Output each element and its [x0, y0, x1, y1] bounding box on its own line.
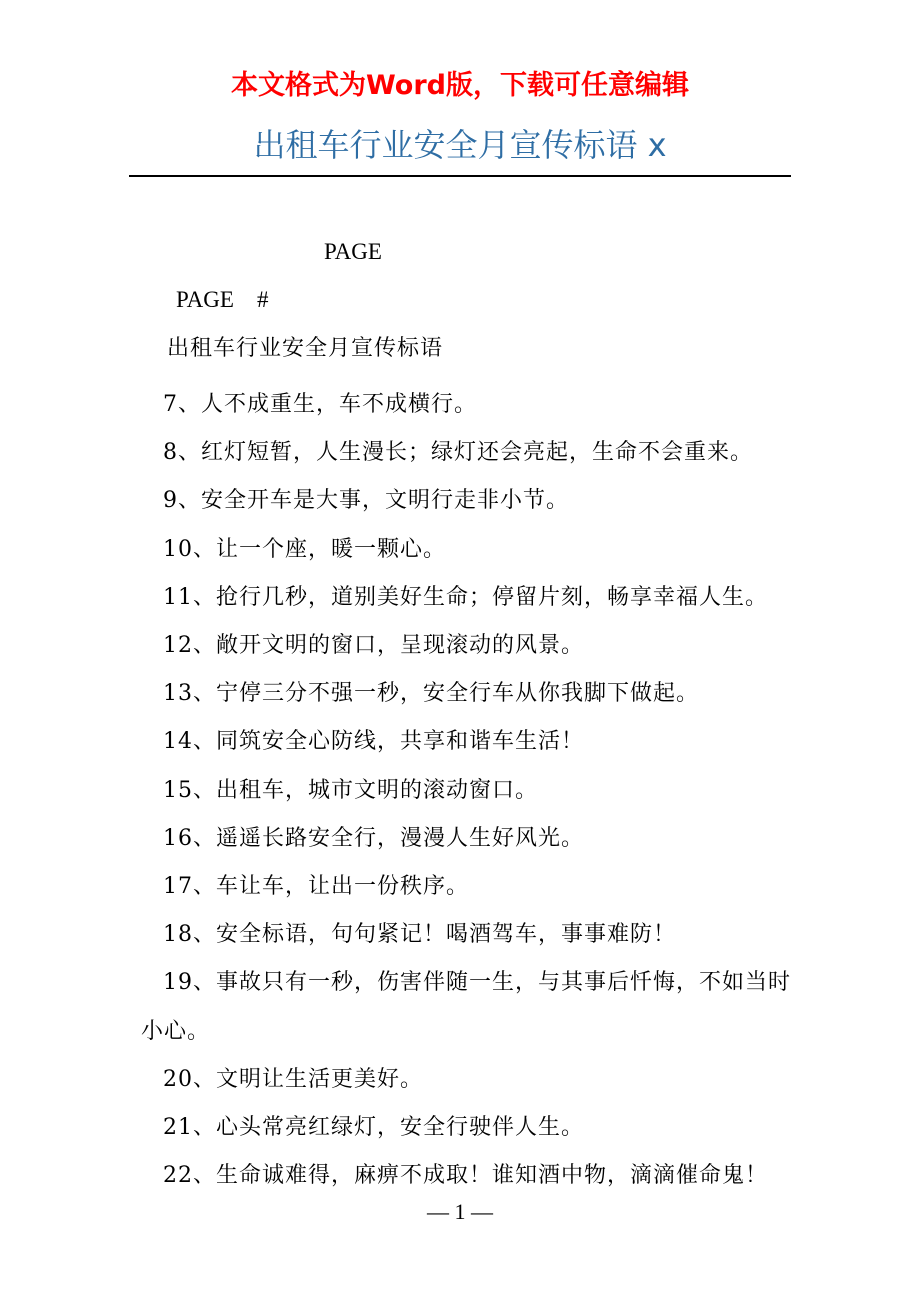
- section-heading: 出租车行业安全月宣传标语: [167, 336, 444, 361]
- slogan-item: 22、生命诚难得，麻痹不成取！谁知酒中物，滴滴催命鬼！: [163, 1163, 768, 1189]
- slogan-item: 15、出租车，城市文明的滚动窗口。: [163, 777, 538, 803]
- slogan-item: 14、同筑安全心防线，共享和谐车生活！: [163, 729, 584, 755]
- page-field-placeholder: PAGE #: [176, 287, 269, 312]
- slogan-item: 11、抢行几秒，道别美好生命；停留片刻，畅享幸福人生。: [163, 584, 768, 610]
- slogan-item: 21、心头常亮红绿灯，安全行驶伴人生。: [163, 1115, 584, 1141]
- document-title: 出租车行业安全月宣传标语 x: [253, 126, 667, 164]
- page-field-code: PAGE: [324, 239, 382, 264]
- slogan-item: 8、红灯短暂，人生漫长；绿灯还会亮起，生命不会重来。: [163, 440, 753, 466]
- slogan-item: 17、车让车，让出一份秩序。: [163, 874, 469, 900]
- slogan-item: 10、让一个座，暖一颗心。: [163, 536, 446, 562]
- slogan-item: 12、敞开文明的窗口，呈现滚动的风景。: [163, 633, 584, 659]
- slogan-list: [141, 381, 801, 1200]
- slogan-item: 18、安全标语，句句紧记！喝酒驾车，事事难防！: [163, 922, 676, 948]
- format-notice-banner: 本文格式为Word版，下载可任意编辑: [230, 70, 689, 101]
- page-number: — 1 —: [427, 1199, 493, 1224]
- title-divider: [129, 175, 791, 177]
- slogan-item: 9、安全开车是大事，文明行走非小节。: [163, 488, 569, 514]
- slogan-item: 7、人不成重生，车不成横行。: [163, 392, 477, 417]
- slogan-item: 16、遥遥长路安全行，漫漫人生好风光。: [163, 825, 584, 851]
- slogan-item: 20、文明让生活更美好。: [163, 1066, 423, 1092]
- slogan-item: 19、事故只有一秒，伤害伴随一生，与其事后忏悔，不如当时 小心。: [141, 970, 791, 1044]
- slogan-item: 13、宁停三分不强一秒，安全行车从你我脚下做起。: [163, 681, 699, 707]
